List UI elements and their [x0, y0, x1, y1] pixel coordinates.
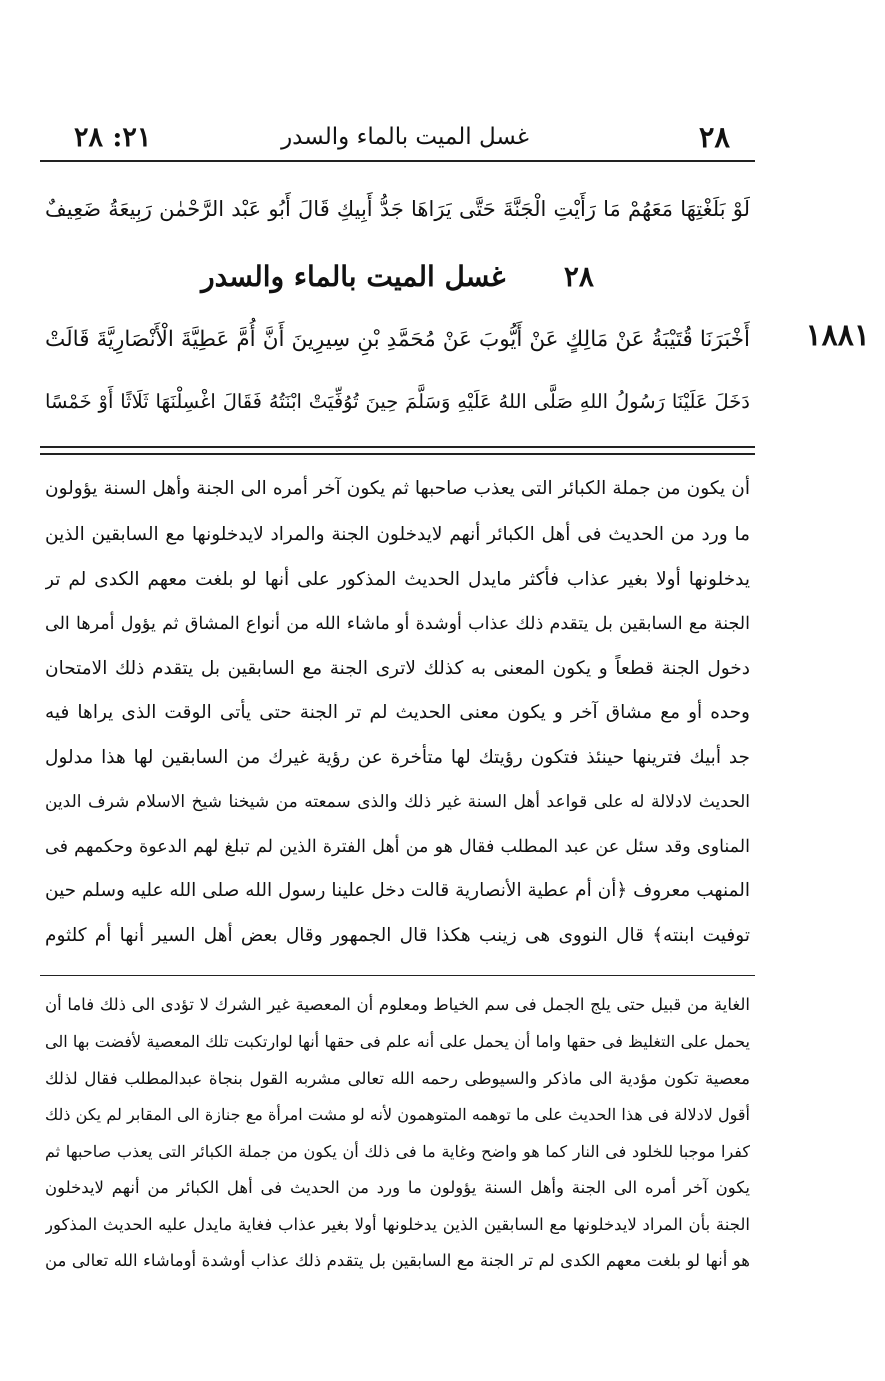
running-header [60, 118, 750, 158]
hadith-line: أَخْبَرَنَا قُتَيْبَةُ عَنْ مَالِكٍ عَنْ أَيُّوبَ عَنْ مُحَمَّدِ بْنِ سِيرِينَ أَنَّ أُمَّ عَطِيَّةَ الْأَنْصَارِيَّةَ قَالَتْ [45, 327, 750, 352]
commentary-line: ما ورد من الحديث فى أهل الكبائر أنهم لايدخلون الجنة والمراد لايدخلونها مع السابقين الذين [45, 524, 750, 545]
commentary-line: جد أبيك فترينها حينئذ فتكون رؤيتك لها متأخرة عن رؤية غيرك من السابقين لها هذا مدلول [45, 747, 750, 768]
commentary-line: المناوى وقد سئل عن عبد المطلب فقال هو من أهل الفترة الذين لم تبلغ لهم الدعوة وحكمهم فى [45, 837, 750, 857]
header-rule [40, 160, 755, 162]
hadith-line: دَخَلَ عَلَيْنَا رَسُولُ اللهِ صَلَّى اللهُ عَلَيْهِ وَسَلَّمَ حِينَ تُوُفِّيَتْ ابْنَتُهُ فَقَالَ اغْسِلْنَهَا ثَلَاثًا أَوْ خَمْسًا [45, 390, 750, 413]
footnote-line: معصية تكون مؤدية الى ماذكر والسيوطى رحمه الله تعالى مشربه القول بنجاة عبدالمطلب فقال لذلك [45, 1069, 750, 1088]
footnote-line: يحمل على التغليظ فى حقها واما أن يحمل على أنه علم فى حقها أنها لوارتكبت تلك المعصية لأفضت بها الى [45, 1032, 750, 1051]
footnote-line: الغاية من قبيل حتى يلج الجمل فى سم الخياط ومعلوم أن المعصية غير الشرك لا تؤدى الى ذلك فاما أن [45, 995, 750, 1014]
footnote-line: هو أنها لو بلغت معهم الكدى لم تر الجنة مع السابقين بل يتقدم ذلك عذاب أوشدة أوماشاء الله تعالى من [45, 1251, 750, 1270]
footnote-line: أقول لادلالة فى هذا الحديث على ما توهمه المتوهمون لأنه لو مشت امرأة مع جنازة الى المقابر لم يكن ذلك [45, 1105, 750, 1124]
footnote-line: يكون آخر أمره الى الجنة وأهل السنة يؤولون ما ورد من الحديث فى أهل الكبائر من أنهم لايدخلون [45, 1178, 750, 1197]
commentary-line: وحده أو مع مشاق آخر و يكون معنى الحديث لم تر الجنة حتى يأتى الوقت الذى يراها فيه [45, 702, 750, 723]
footnote-line: الجنة بأن المراد لايدخلونها مع السابقين الذين يدخلونها أولا بغير عذاب فغاية مايدل عليه الحديث المذكور [45, 1215, 750, 1234]
commentary-line: الحديث لادلالة له على قواعد أهل السنة غير ذلك والذى سمعته من شيخنا شيخ الاسلام شرف الدين [45, 792, 750, 812]
separator-rule-bottom [40, 453, 755, 455]
running-title: غسل الميت بالماء والسدر [281, 124, 529, 150]
commentary-line: أن يكون من جملة الكبائر التى يعذب صاحبها ثم يكون آخر أمره الى الجنة وأهل السنة يؤولون [45, 478, 750, 499]
footnote-rule [40, 975, 755, 976]
chapter-number: ٢٨ [563, 260, 594, 293]
commentary-line: الجنة مع السابقين بل يتقدم ذلك عذاب أوشدة أو ماشاء الله من أنواع المشاق ثم يؤول أمرها الى [45, 614, 750, 634]
page-number: ٢٨ [698, 120, 730, 154]
chapter-reference: ٢١: ٢٨ [74, 122, 152, 153]
hadith-number: ١٨٨١ [805, 318, 870, 353]
footnote-line: كفرا موجبا للخلود فى النار كما هو واضح وغاية ما فى ذلك أن يكون من جملة الكبائر التى يعذب صاحبها ثم [45, 1142, 750, 1161]
matn-line: لَوْ بَلَغْتِهَا مَعَهُمْ مَا رَأَيْتِ الْجَنَّةَ حَتَّى يَرَاهَا جَدُّ أَبِيكِ قَالَ أَبُو عَبْد الرَّحْمٰن رَبِيعَةُ ضَعِيفٌ [45, 197, 750, 221]
chapter-heading [45, 260, 750, 293]
commentary-line: المنهب معروف ﴿أن أم عطية الأنصارية قالت دخل علينا رسول الله صلى الله عليه وسلم حين [45, 880, 750, 901]
commentary-line: توفيت ابنته﴾ قال النووى هى زينب هكذا قال الجمهور وقال بعض أهل السير أنها أم كلثوم [45, 925, 750, 946]
separator-rule-top [40, 446, 755, 448]
commentary-line: يدخلونها أولا بغير عذاب فأكثر مايدل الحديث المذكور على أنها لو بلغت معهم الكدى لم تر [45, 569, 750, 590]
commentary-line: دخول الجنة قطعاً و يكون المعنى به كذلك لاترى الجنة مع السابقين بل يتقدم ذلك الامتحان [45, 658, 750, 679]
chapter-title: غسل الميت بالماء والسدر [201, 260, 506, 293]
